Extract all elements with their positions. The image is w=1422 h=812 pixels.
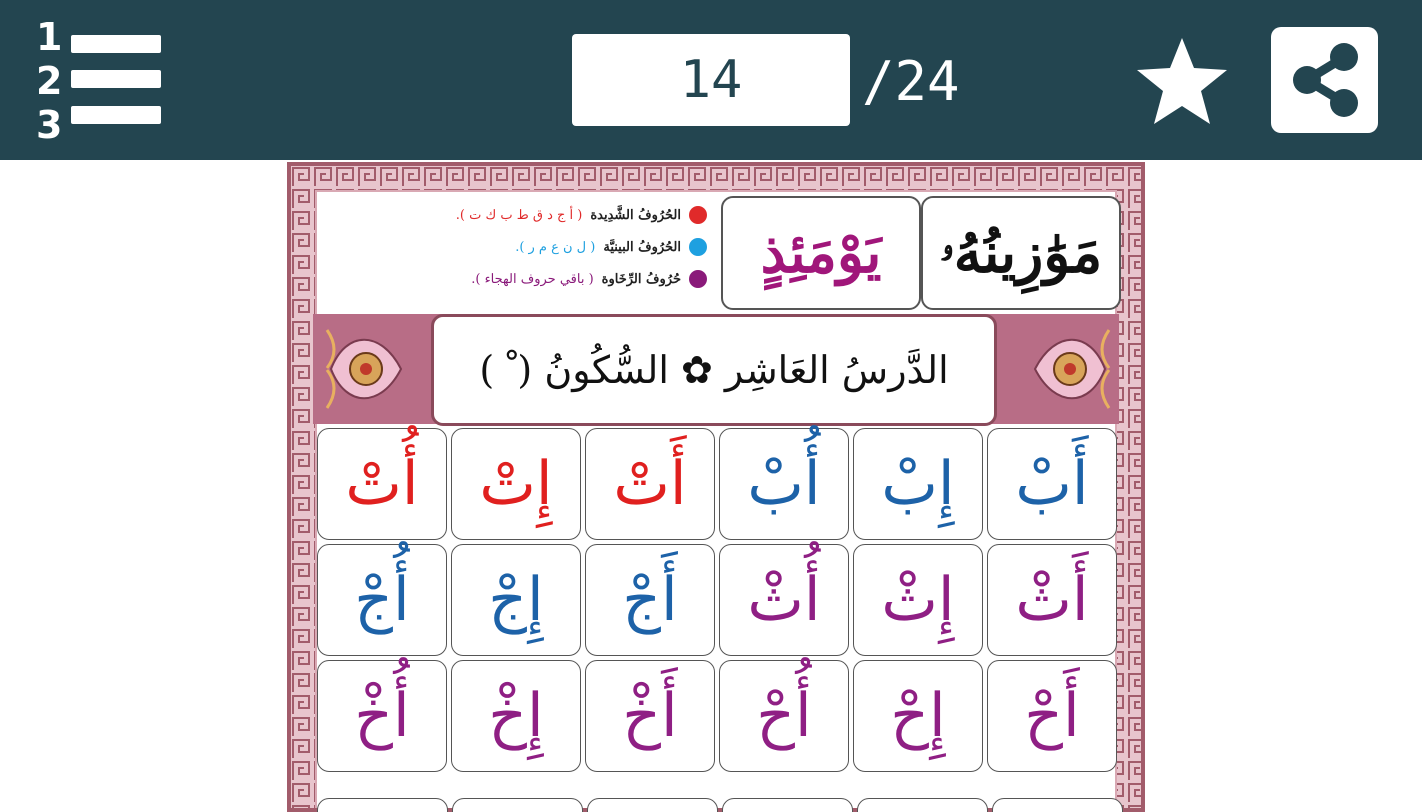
legend-row-soft <box>471 270 707 288</box>
top-toolbar <box>0 0 1422 160</box>
syllable-card[interactable]: أَبْ <box>987 428 1117 540</box>
syllable-card[interactable]: أَحْ <box>987 660 1117 772</box>
syllable-card[interactable]: إِحْ <box>853 660 983 772</box>
syllable-card[interactable]: أَتْ <box>585 428 715 540</box>
legend-row-strong <box>456 206 707 224</box>
lesson-title-band <box>313 314 1119 424</box>
syllable-card[interactable]: إِجْ <box>451 544 581 656</box>
star-icon <box>1132 34 1232 128</box>
lesson-title-text: الدَّرسُ العَاشِر ✿ السُّكُونُ ( ْ ) <box>479 348 949 392</box>
purple-dot-icon <box>689 270 707 288</box>
syllable-card[interactable]: أُتْ <box>317 428 447 540</box>
syllable-card[interactable]: إِتْ <box>451 428 581 540</box>
syllable-card[interactable]: أُبْ <box>719 428 849 540</box>
syllable-card[interactable]: أُحْ <box>719 660 849 772</box>
syllable-card[interactable]: أُجْ <box>317 544 447 656</box>
list-number-3: 3 <box>36 103 63 147</box>
right-ornament-icon <box>1029 320 1115 418</box>
share-icon <box>1271 27 1378 133</box>
current-page-number: 14 <box>679 50 743 110</box>
lesson-title <box>431 314 997 426</box>
blue-dot-icon <box>689 238 707 256</box>
list-line-icon <box>71 106 161 124</box>
legend-label: الحُرُوفُ الشَّدِيدة <box>590 207 681 223</box>
lesson-list-button[interactable] <box>36 15 166 147</box>
syllable-card[interactable]: أَجْ <box>585 544 715 656</box>
syllable-card[interactable]: إِثْ <box>853 544 983 656</box>
page-number-input[interactable] <box>572 34 850 126</box>
list-number-2: 2 <box>36 59 63 103</box>
letters-legend <box>317 192 717 308</box>
syllable-card[interactable]: أُثْ <box>719 544 849 656</box>
legend-letters: ( أ ج د ق ط ب ك ت ). <box>455 207 583 223</box>
lesson-page <box>287 162 1145 812</box>
word-card-yawmaidhin: يَوْمَئِذٍ <box>721 196 921 310</box>
list-line-icon <box>71 70 161 88</box>
red-dot-icon <box>689 206 707 224</box>
syllable-card[interactable]: إِخْ <box>451 660 581 772</box>
page-content <box>317 192 1115 808</box>
legend-label: حُرُوفُ الرِّخَاوة <box>601 271 681 287</box>
left-ornament-icon <box>321 320 407 418</box>
legend-letters: ( ل ن ع م ر ). <box>515 239 596 255</box>
syllable-card[interactable]: أَثْ <box>987 544 1117 656</box>
list-number-1: 1 <box>36 15 63 59</box>
favorite-button[interactable] <box>1132 34 1232 128</box>
share-button[interactable] <box>1271 27 1378 133</box>
syllable-card[interactable]: إِبْ <box>853 428 983 540</box>
next-row-partial <box>317 798 1123 812</box>
syllable-card[interactable]: أُخْ <box>317 660 447 772</box>
decorative-frame <box>287 162 1145 812</box>
legend-label: الحُرُوفُ البينيَّة <box>603 239 681 255</box>
syllable-card[interactable]: أَخْ <box>585 660 715 772</box>
list-line-icon <box>71 35 161 53</box>
legend-row-medium <box>515 238 707 256</box>
legend-letters: ( باقي حروف الهجاء ). <box>471 271 594 287</box>
word-card-mawazinuhu: مَوَٰزِينُهُۥ <box>921 196 1121 310</box>
total-pages: /24 <box>862 50 960 113</box>
